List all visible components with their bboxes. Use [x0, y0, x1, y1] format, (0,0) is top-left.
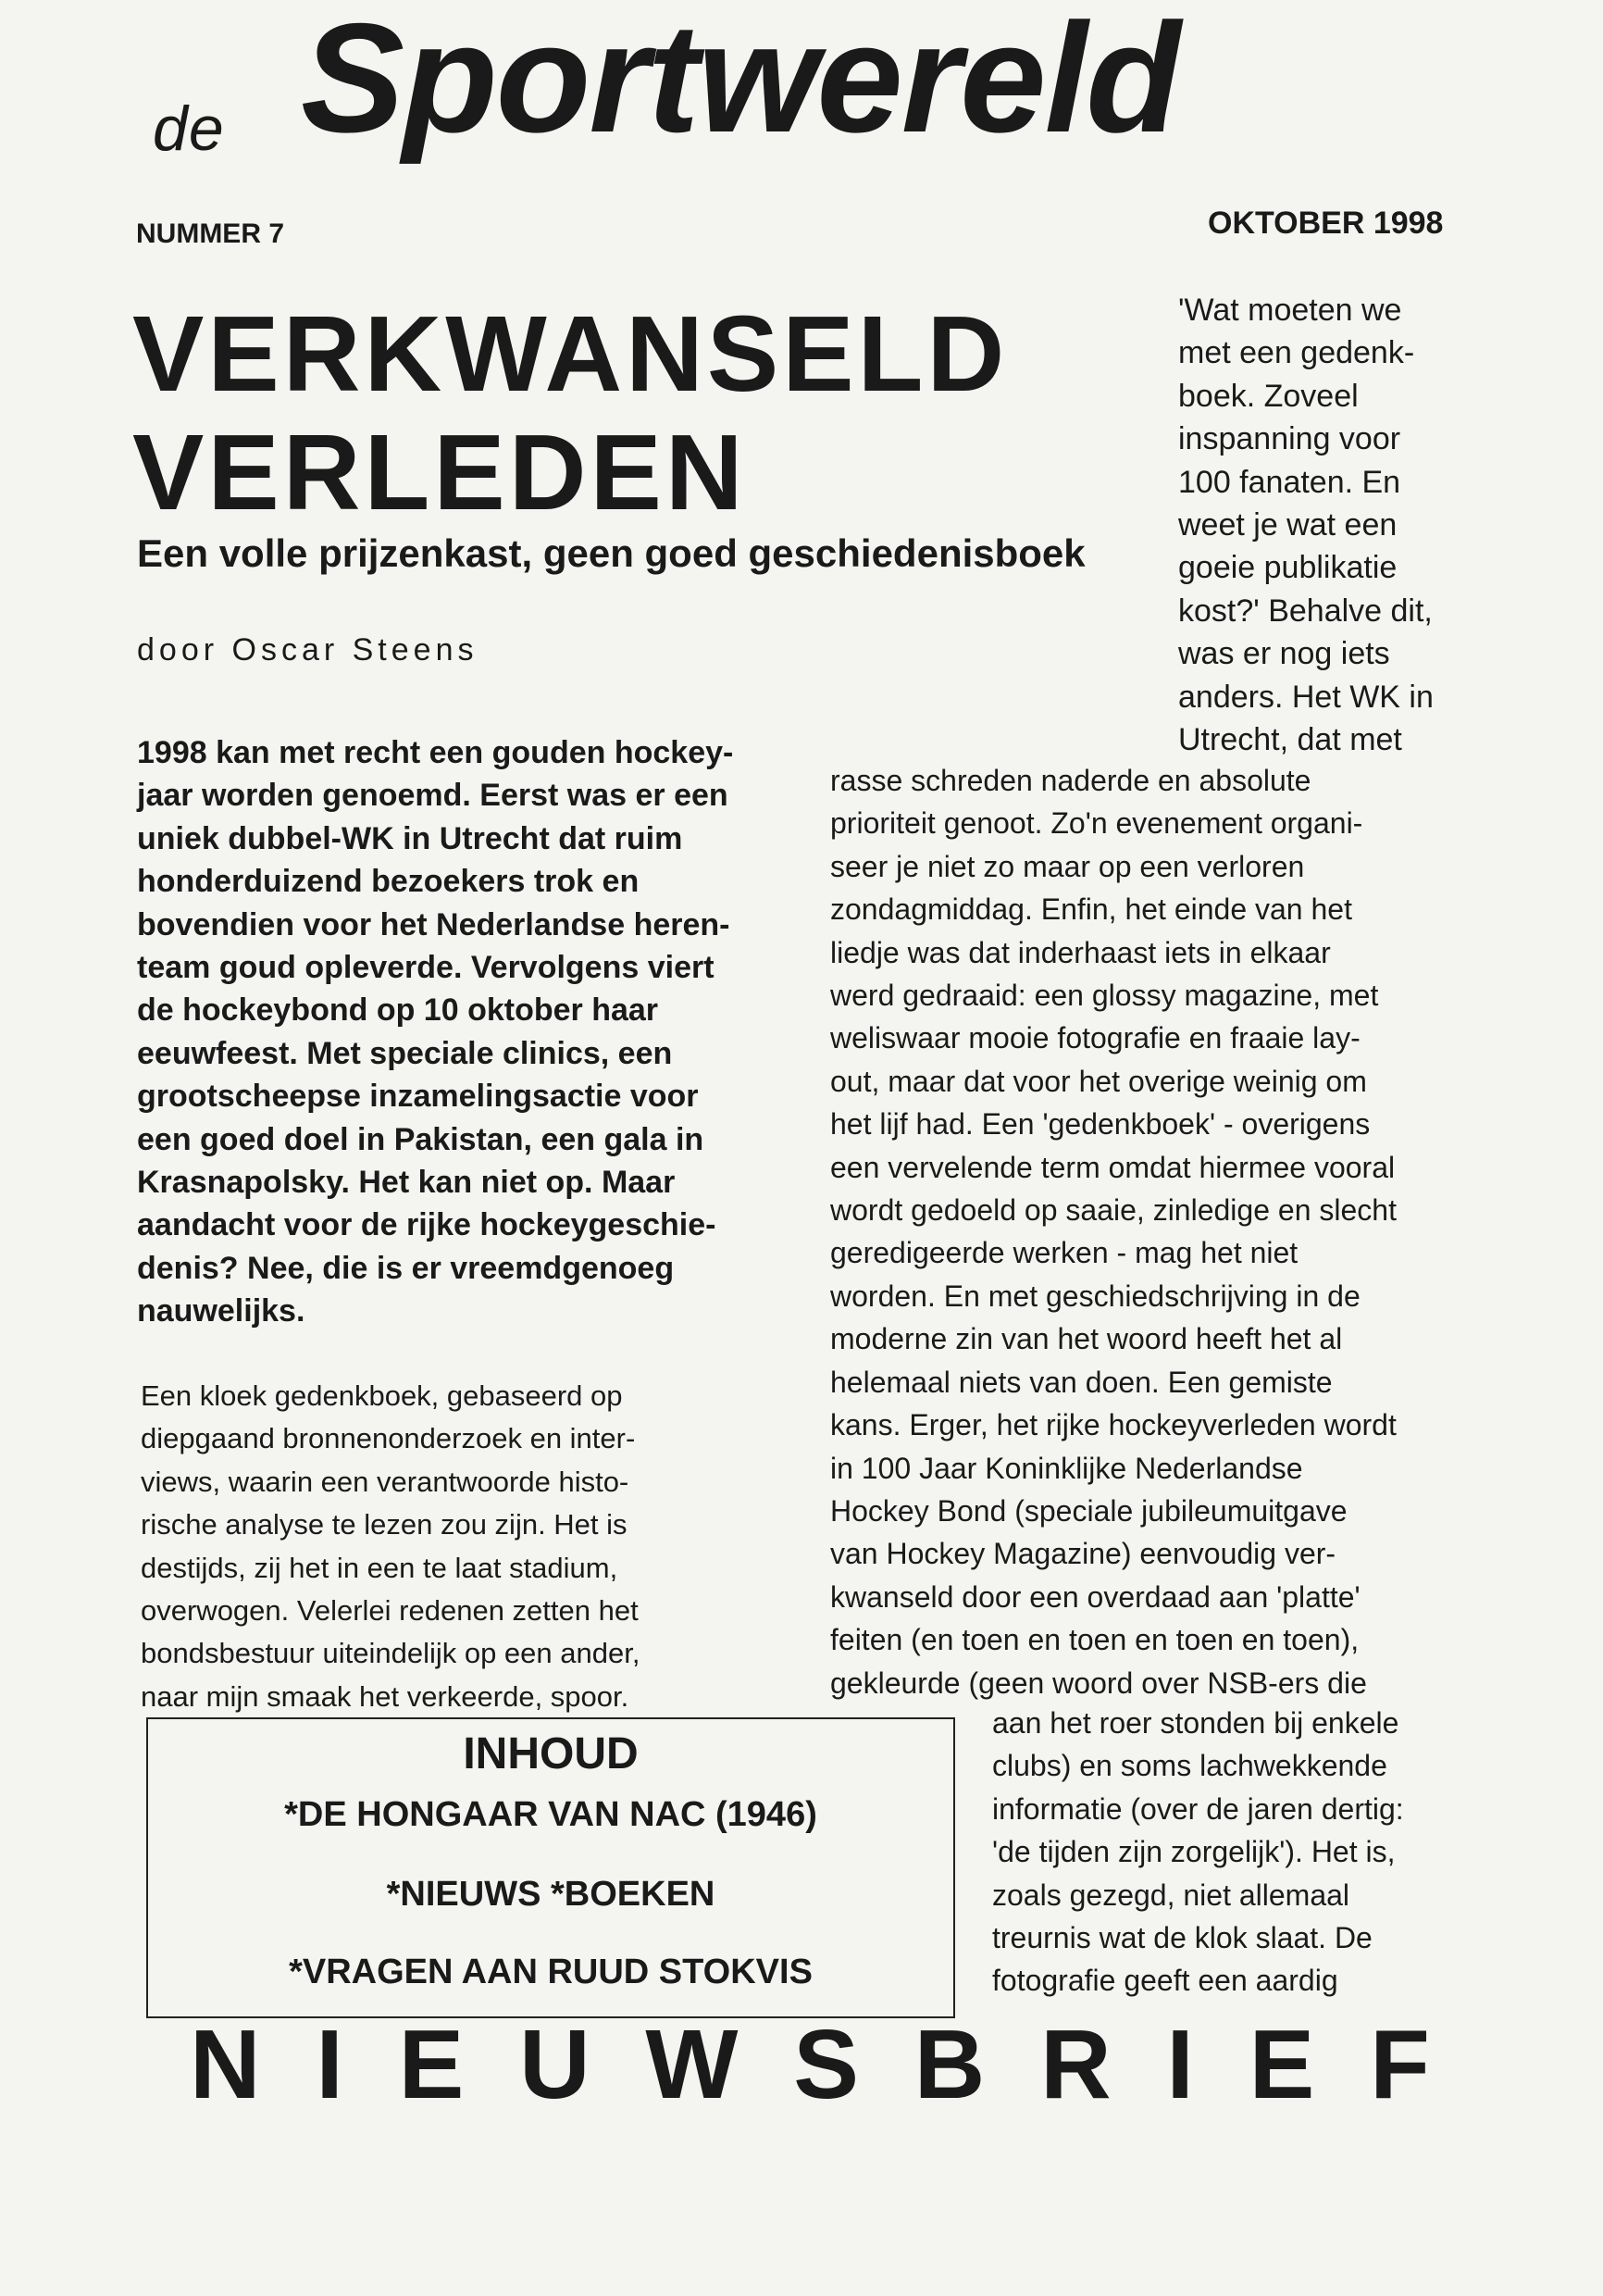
text-line: Krasnapolsky. Het kan niet op. Maar: [137, 1165, 676, 1201]
text-line: honderduizend bezoekers trok en: [137, 864, 640, 900]
footer-letter: F: [1370, 2010, 1430, 2119]
footer-letter: R: [1040, 2010, 1112, 2119]
footer-letter: E: [1249, 2010, 1315, 2119]
text-line: Een kloek gedenkboek, gebaseerd op: [141, 1379, 623, 1412]
text-line: jaar worden genoemd. Eerst was er een: [137, 778, 728, 814]
text-line: weliswaar mooie fotografie en fraaie lay-: [830, 1021, 1361, 1055]
text-line: eeuwfeest. Met speciale clinics, een: [137, 1035, 673, 1071]
text-line: bovendien voor het Nederlandse heren-: [137, 906, 730, 942]
right-intro-column: [1178, 289, 1484, 761]
text-line: bondsbestuur uiteindelijk op een ander,: [141, 1637, 640, 1670]
text-line: 'Wat moeten we: [1178, 293, 1402, 328]
text-line: helemaal niets van doen. Een gemiste: [830, 1365, 1333, 1399]
text-line: anders. Het WK in: [1178, 679, 1434, 715]
text-line: wordt gedoeld op saaie, zinledige en slecht: [830, 1193, 1397, 1228]
text-line: fotografie geeft een aardig: [992, 1964, 1338, 1998]
text-line: was er nog iets: [1178, 636, 1390, 672]
headline-line-1: VERKWANSELD: [132, 293, 1009, 414]
text-line: een goed doel in Pakistan, een gala in: [137, 1121, 704, 1157]
text-line: overwogen. Velerlei redenen zetten het: [141, 1594, 639, 1628]
footer-letter: N: [190, 2010, 261, 2119]
text-line: grootscheepse inzamelingsactie voor: [137, 1079, 699, 1115]
footer-letter: I: [316, 2010, 343, 2119]
footer-letter: I: [1166, 2010, 1194, 2119]
text-line: 100 fanaten. En: [1178, 464, 1401, 500]
headline-line-2: VERLEDEN: [132, 412, 747, 532]
text-line: 'de tijden zijn zorgelijk'). Het is,: [992, 1835, 1396, 1869]
text-line: liedje was dat inderhaast iets in elkaar: [830, 935, 1331, 969]
text-line: Utrecht, dat met: [1178, 722, 1402, 758]
text-line: boek. Zoveel: [1178, 378, 1359, 414]
contents-title: INHOUD: [463, 1729, 639, 1778]
footer-nieuwsbrief: [190, 2009, 1430, 2121]
text-line: kans. Erger, het rijke hockeyverleden wordt: [830, 1408, 1397, 1442]
footer-letter: U: [519, 2010, 590, 2119]
subheadline: Een volle prijzenkast, geen goed geschiedenisboek: [137, 531, 1086, 575]
contents-box: [146, 1717, 955, 2018]
text-line: kost?' Behalve dit,: [1178, 593, 1433, 629]
text-line: informatie (over de jaren dertig:: [992, 1791, 1404, 1826]
text-line: kwanseld door een overdaad aan 'platte': [830, 1579, 1361, 1614]
text-line: aan het roer stonden bij enkele: [992, 1706, 1399, 1740]
text-line: een vervelende term omdat hiermee vooral: [830, 1150, 1396, 1184]
byline: door Oscar Steens: [137, 632, 478, 668]
text-line: het lijf had. Een 'gedenkboek' - overigens: [830, 1107, 1371, 1142]
right-main-column: [830, 759, 1497, 1704]
text-line: worden. En met geschiedschrijving in de: [830, 1279, 1361, 1313]
text-line: de hockeybond op 10 oktober haar: [137, 992, 659, 1029]
masthead-prefix: de: [153, 94, 225, 164]
text-line: clubs) en soms lachwekkende: [992, 1749, 1387, 1783]
right-narrow-column: [992, 1702, 1473, 2003]
contents-item: *DE HONGAAR VAN NAC (1946): [284, 1795, 817, 1834]
text-line: prioriteit genoot. Zo'n evenement organi-: [830, 806, 1363, 841]
footer-letter: W: [645, 2010, 739, 2119]
contents-item: *VRAGEN AAN RUUD STOKVIS: [289, 1953, 813, 1991]
text-line: werd gedraaid: een glossy magazine, met: [830, 979, 1379, 1013]
text-line: denis? Nee, die is er vreemdgenoeg: [137, 1250, 675, 1286]
text-line: weet je wat een: [1178, 507, 1398, 543]
lead-paragraph: [137, 731, 803, 1333]
text-line: goeie publikatie: [1178, 550, 1398, 586]
text-line: diepgaand bronnenonderzoek en inter-: [141, 1422, 636, 1455]
text-line: rische analyse te lezen zou zijn. Het is: [141, 1508, 628, 1541]
masthead-title: Sportwereld: [301, 0, 1179, 165]
text-line: in 100 Jaar Koninklijke Nederlandse: [830, 1451, 1303, 1485]
text-line: met een gedenk-: [1178, 335, 1415, 371]
text-line: aandacht voor de rijke hockeygeschie-: [137, 1207, 716, 1243]
text-line: destijds, zij het in een te laat stadium,: [141, 1551, 618, 1584]
text-line: naar mijn smaak het verkeerde, spoor.: [141, 1679, 629, 1713]
text-line: out, maar dat voor het overige weinig om: [830, 1064, 1367, 1098]
footer-letter: S: [793, 2010, 859, 2119]
footer-letter: E: [398, 2010, 465, 2119]
text-line: gekleurde (geen woord over NSB-ers die: [830, 1666, 1367, 1700]
headline: [132, 294, 1008, 531]
text-line: 1998 kan met recht een gouden hockey-: [137, 735, 734, 770]
text-line: nauwelijks.: [137, 1293, 305, 1329]
text-line: feiten (en toen en toen en toen en toen),: [830, 1623, 1360, 1657]
text-line: zoals gezegd, niet allemaal: [992, 1878, 1350, 1912]
text-line: geredigeerde werken - mag het niet: [830, 1236, 1299, 1270]
body-left-paragraph: [141, 1375, 816, 1718]
issue-number: NUMMER 7: [136, 218, 285, 249]
text-line: inspanning voor: [1178, 421, 1401, 457]
text-line: rasse schreden naderde en absolute: [830, 764, 1311, 797]
contents-item: *NIEUWS *BOEKEN: [386, 1875, 715, 1914]
issue-date: OKTOBER 1998: [1208, 206, 1444, 241]
text-line: moderne zin van het woord heeft het al: [830, 1322, 1343, 1356]
text-line: van Hockey Magazine) eenvoudig ver-: [830, 1537, 1336, 1571]
text-line: team goud opleverde. Vervolgens viert: [137, 950, 715, 986]
text-line: Hockey Bond (speciale jubileumuitgave: [830, 1493, 1348, 1528]
text-line: views, waarin een verantwoorde histo-: [141, 1465, 629, 1498]
text-line: uniek dubbel-WK in Utrecht dat ruim: [137, 820, 683, 856]
text-line: treurnis wat de klok slaat. De: [992, 1921, 1373, 1955]
footer-letter: B: [913, 2010, 986, 2119]
text-line: zondagmiddag. Enfin, het einde van het: [830, 892, 1352, 927]
text-line: seer je niet zo maar op een verloren: [830, 849, 1305, 883]
